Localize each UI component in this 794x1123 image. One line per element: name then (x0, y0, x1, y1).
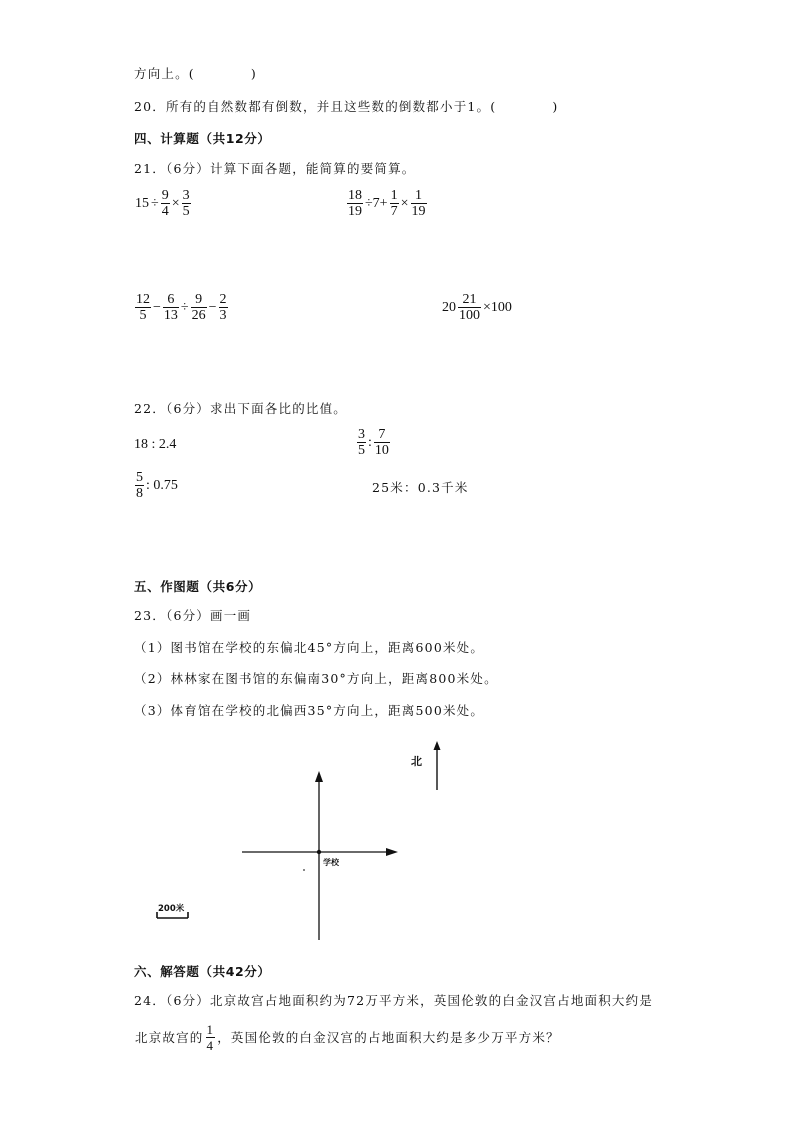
section-4-heading: 四、计算题（共12分） (134, 131, 271, 146)
stray-dot (303, 869, 305, 871)
q22-ratio-1: 18 : 2.4 (134, 437, 177, 452)
q21-expression-2: $\frac{18}{19}$ ÷7+ $\frac{1}{7}$ × $\frac{1}{19}$ (348, 188, 426, 219)
q22-prompt: 22．（6分）求出下面各比的比值。 (134, 401, 348, 416)
q19-tail: 方向上。( ) (134, 66, 257, 81)
q21-expression-4: 20 $\frac{21}{100}$ ×100 (442, 292, 512, 323)
school-point (317, 850, 321, 854)
q21-expression-3: $\frac{12}{5}$ − $\frac{6}{13}$ ÷ $\frac{9}{26}$ − $\frac{2}{3}$ (136, 292, 227, 323)
north-label: 北 (411, 755, 422, 768)
q23-item-3: （3）体育馆在学校的北偏西35°方向上，距离500米处。 (134, 703, 485, 718)
section-6-heading: 六、解答题（共42分） (134, 964, 271, 979)
q22-ratio-4: 25米：0.3千米 (372, 480, 469, 495)
q23-prompt: 23．（6分）画一画 (134, 608, 252, 623)
q21-expression-1: 15 ÷ $\frac{9}{4}$ × $\frac{3}{5}$ (135, 188, 190, 219)
q23-item-1: （1）图书馆在学校的东偏北45°方向上，距离600米处。 (134, 640, 485, 655)
q24-line-1: 24．（6分）北京故宫占地面积约为72万平方米，英国伦敦的白金汉宫占地面积大约是 (134, 993, 654, 1008)
q20-statement: 20．所有的自然数都有倒数，并且这些数的倒数都小于1。( ) (134, 99, 559, 114)
q23-item-2: （2）林林家在图书馆的东偏南30°方向上，距离800米处。 (134, 671, 498, 686)
section-5-heading: 五、作图题（共6分） (134, 579, 262, 594)
q21-prompt: 21．（6分）计算下面各题，能简算的要简算。 (134, 161, 416, 176)
q22-ratio-3: $\frac{5}{8}$ : 0.75 (136, 470, 178, 501)
north-arrow-icon (434, 741, 441, 790)
school-label: 学校 (323, 858, 339, 867)
q22-ratio-2: $\frac{3}{5}$ : $\frac{7}{10}$ (358, 427, 389, 458)
q24-line-2: 北京故宫的 $\frac{1}{4}$ ，英国伦敦的白金汉宫的占地面积大约是多少万平方米？ (135, 1022, 560, 1053)
coordinate-axes (242, 771, 398, 940)
scale-label: 200米 (158, 904, 185, 914)
